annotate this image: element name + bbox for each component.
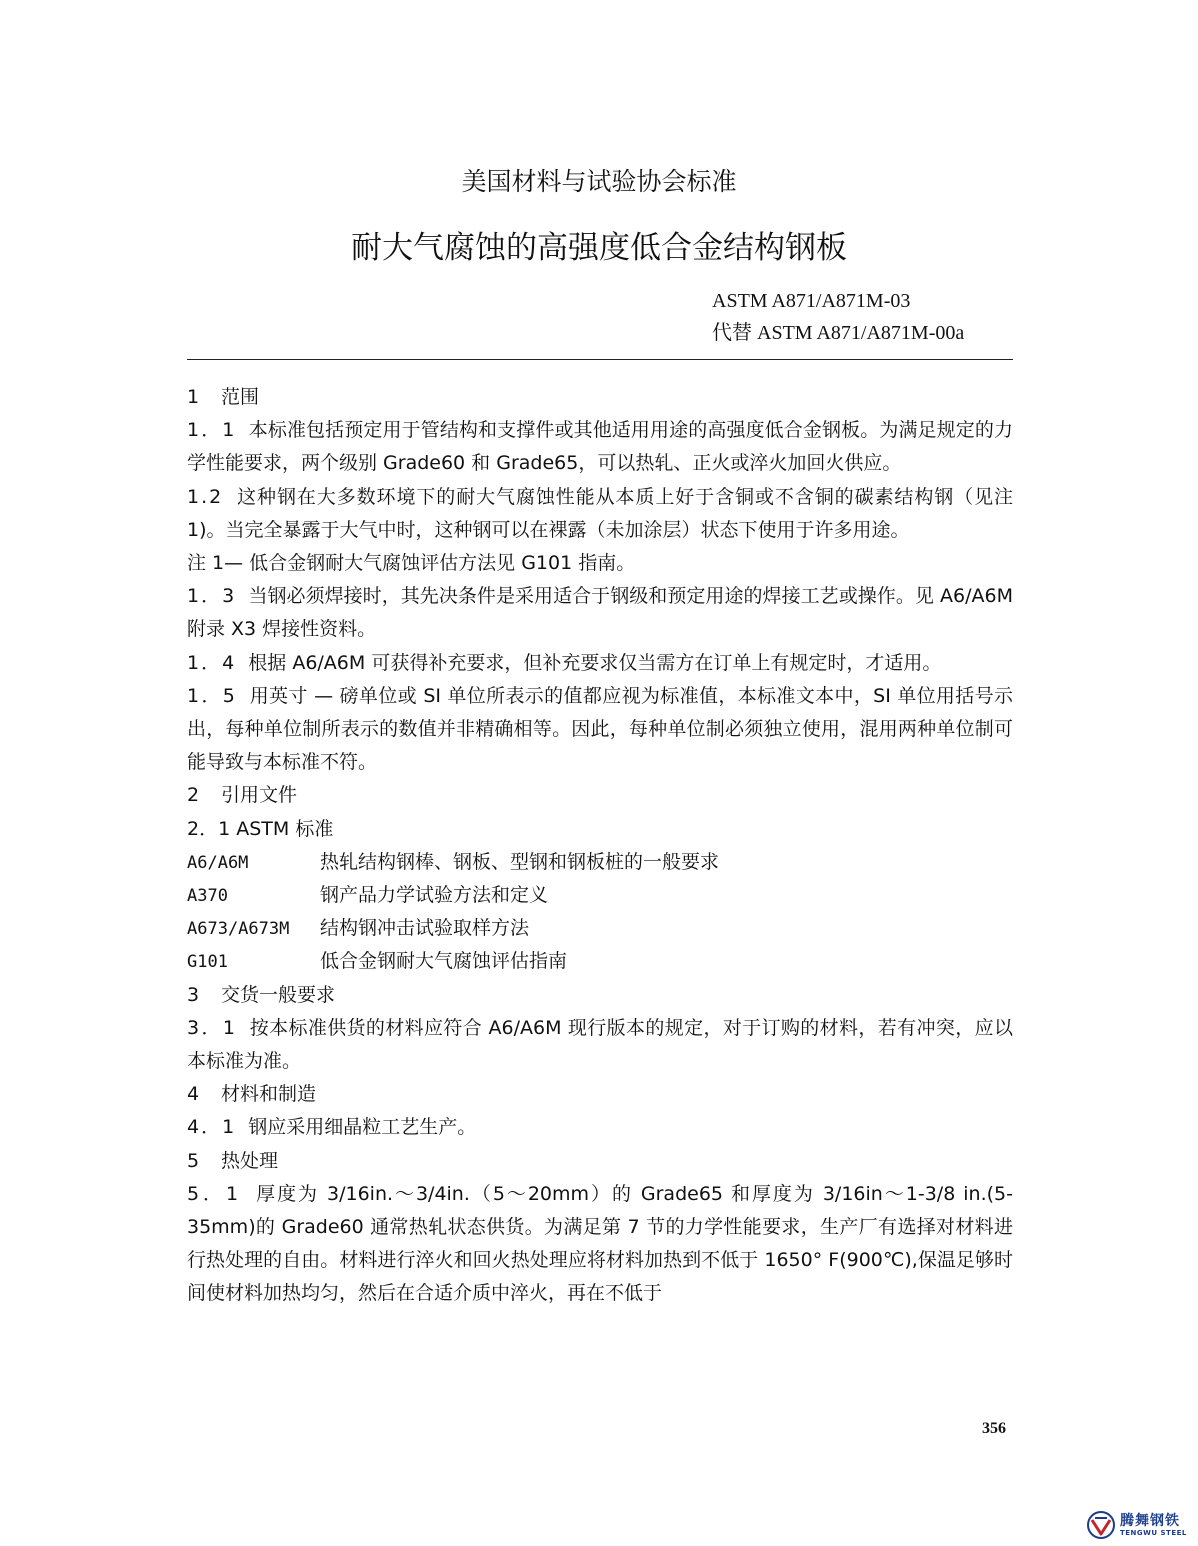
reference-description: 低合金钢耐大气腐蚀评估指南 — [320, 950, 568, 973]
paragraph-text: 本标准包括预定用于管结构和支撑件或其他适用用途的高强度低合金钢板。为满足规定的力学性能要求，两个级别 Grade60 和 Grade65，可以热轧、正火或淬火加回火供应。 — [187, 419, 1013, 475]
section-title: 交货一般要求 — [221, 983, 336, 1006]
standard-number: ASTM A871/A871M-03 — [712, 290, 911, 312]
reference-row — [187, 945, 1013, 978]
paragraph-number: 4．1 — [187, 1116, 237, 1139]
page-number: 356 — [982, 1420, 1006, 1437]
paragraph-text: 按本标准供货的材料应符合 A6/A6M 现行版本的规定，对于订购的材料，若有冲突，应以本标准为准。 — [187, 1016, 1013, 1072]
header-rule — [187, 359, 1013, 360]
document-body — [187, 381, 1013, 1311]
reference-code: G101 — [187, 952, 228, 973]
paragraph-number: 1．1 — [187, 419, 237, 442]
section-heading-1 — [187, 381, 1013, 414]
paragraph-1-2 — [187, 481, 1013, 547]
paragraph-text: 根据 A6/A6M 可获得补充要求，但补充要求仅当需方在订单上有规定时，才适用。 — [248, 651, 942, 674]
paragraph-5-1 — [187, 1178, 1013, 1311]
paragraph-3-1 — [187, 1012, 1013, 1078]
section-number: 1 — [187, 386, 200, 408]
standard-designation — [712, 285, 964, 349]
paragraph-text: 当钢必须焊接时，其先决条件是采用适合于钢级和预定用途的焊接工艺或操作。见 A6/A6M 附录 X3 焊接性资料。 — [187, 585, 1013, 641]
paragraph-1-4 — [187, 647, 1013, 680]
paragraph-1-1 — [187, 414, 1013, 480]
reference-code: A673/A673M — [187, 919, 290, 940]
section-title: 热处理 — [221, 1149, 279, 1172]
section-heading-5 — [187, 1145, 1013, 1178]
reference-code: A370 — [187, 885, 228, 906]
paragraph-number: 1.2 — [187, 485, 224, 508]
paragraph-text: 这种钢在大多数环境下的耐大气腐蚀性能从本质上好于含铜或不含铜的碳素结构钢（见注 1)。当完全暴露于大气中时，这种钢可以在裸露（未加涂层）状态下使用于许多用途。 — [187, 485, 1013, 541]
reference-code: A6/A6M — [187, 852, 249, 873]
section-title: 引用文件 — [221, 784, 298, 807]
logo-chinese-name: 腾舞钢铁 — [1120, 1513, 1180, 1529]
section-number: 2 — [187, 784, 200, 807]
section-heading-2 — [187, 779, 1013, 812]
reference-description: 结构钢冲击试验取样方法 — [320, 917, 530, 940]
paragraph-number: 1．5 — [187, 684, 237, 707]
paragraph-4-1 — [187, 1111, 1013, 1144]
section-number: 3 — [187, 983, 200, 1006]
reference-description: 钢产品力学试验方法和定义 — [320, 883, 549, 906]
brand-logo — [1086, 1510, 1190, 1540]
reference-row — [187, 879, 1013, 912]
paragraph-number: 1．3 — [187, 585, 237, 608]
section-heading-4 — [187, 1078, 1013, 1111]
paragraph-1-5 — [187, 680, 1013, 780]
section-title: 范围 — [221, 386, 260, 408]
paragraph-number: 1．4 — [187, 651, 237, 674]
paragraph-text: 厚度为 3/16in.～3/4in.（5～20mm）的 Grade65 和厚度为 3/16in～1-3/8 in.(5-35mm)的 Grade60 通常热轧状态供货。为满足第 7 节的力学性能要求，生产厂有选择对材料进行热处理的自由。材料进行淬火和回火热处理应将材料加热到不低于 1650° F(900℃),保温足够时间使材料加热均匀，然后在合适介质中淬火，再在不低于 — [187, 1182, 1013, 1305]
paragraph-number: 5．1 — [187, 1182, 241, 1205]
org-title: 美国材料与试验协会标准 — [461, 167, 737, 196]
replaces-standard: 代替 ASTM A871/A871M-00a — [712, 322, 965, 344]
tengwu-logo-mark-icon — [1086, 1510, 1116, 1540]
paragraph-2-1: 2．1 ASTM 标准 — [187, 817, 334, 840]
section-number: 4 — [187, 1083, 200, 1106]
section-title: 材料和制造 — [221, 1083, 317, 1106]
paragraph-text: 钢应采用细晶粒工艺生产。 — [248, 1116, 477, 1139]
paragraph-number: 3．1 — [187, 1016, 237, 1039]
logo-english-name: TENGWU STEEL — [1120, 1529, 1187, 1537]
note-1: 注 1— 低合金钢耐大气腐蚀评估方法见 G101 指南。 — [187, 552, 636, 574]
document-title: 耐大气腐蚀的高强度低合金结构钢板 — [351, 230, 847, 266]
reference-description: 热轧结构钢棒、钢板、型钢和钢板桩的一般要求 — [320, 850, 720, 873]
reference-row — [187, 846, 1013, 879]
section-heading-3 — [187, 979, 1013, 1012]
paragraph-1-3 — [187, 580, 1013, 646]
section-number: 5 — [187, 1149, 200, 1172]
paragraph-text: 用英寸 — 磅单位或 SI 单位所表示的值都应视为标准值，本标准文本中，SI 单位用括号示出，每种单位制所表示的数值并非精确相等。因此，每种单位制必须独立使用，混用两种单位制可能导致与本标准不符。 — [187, 684, 1013, 774]
reference-row — [187, 912, 1013, 945]
